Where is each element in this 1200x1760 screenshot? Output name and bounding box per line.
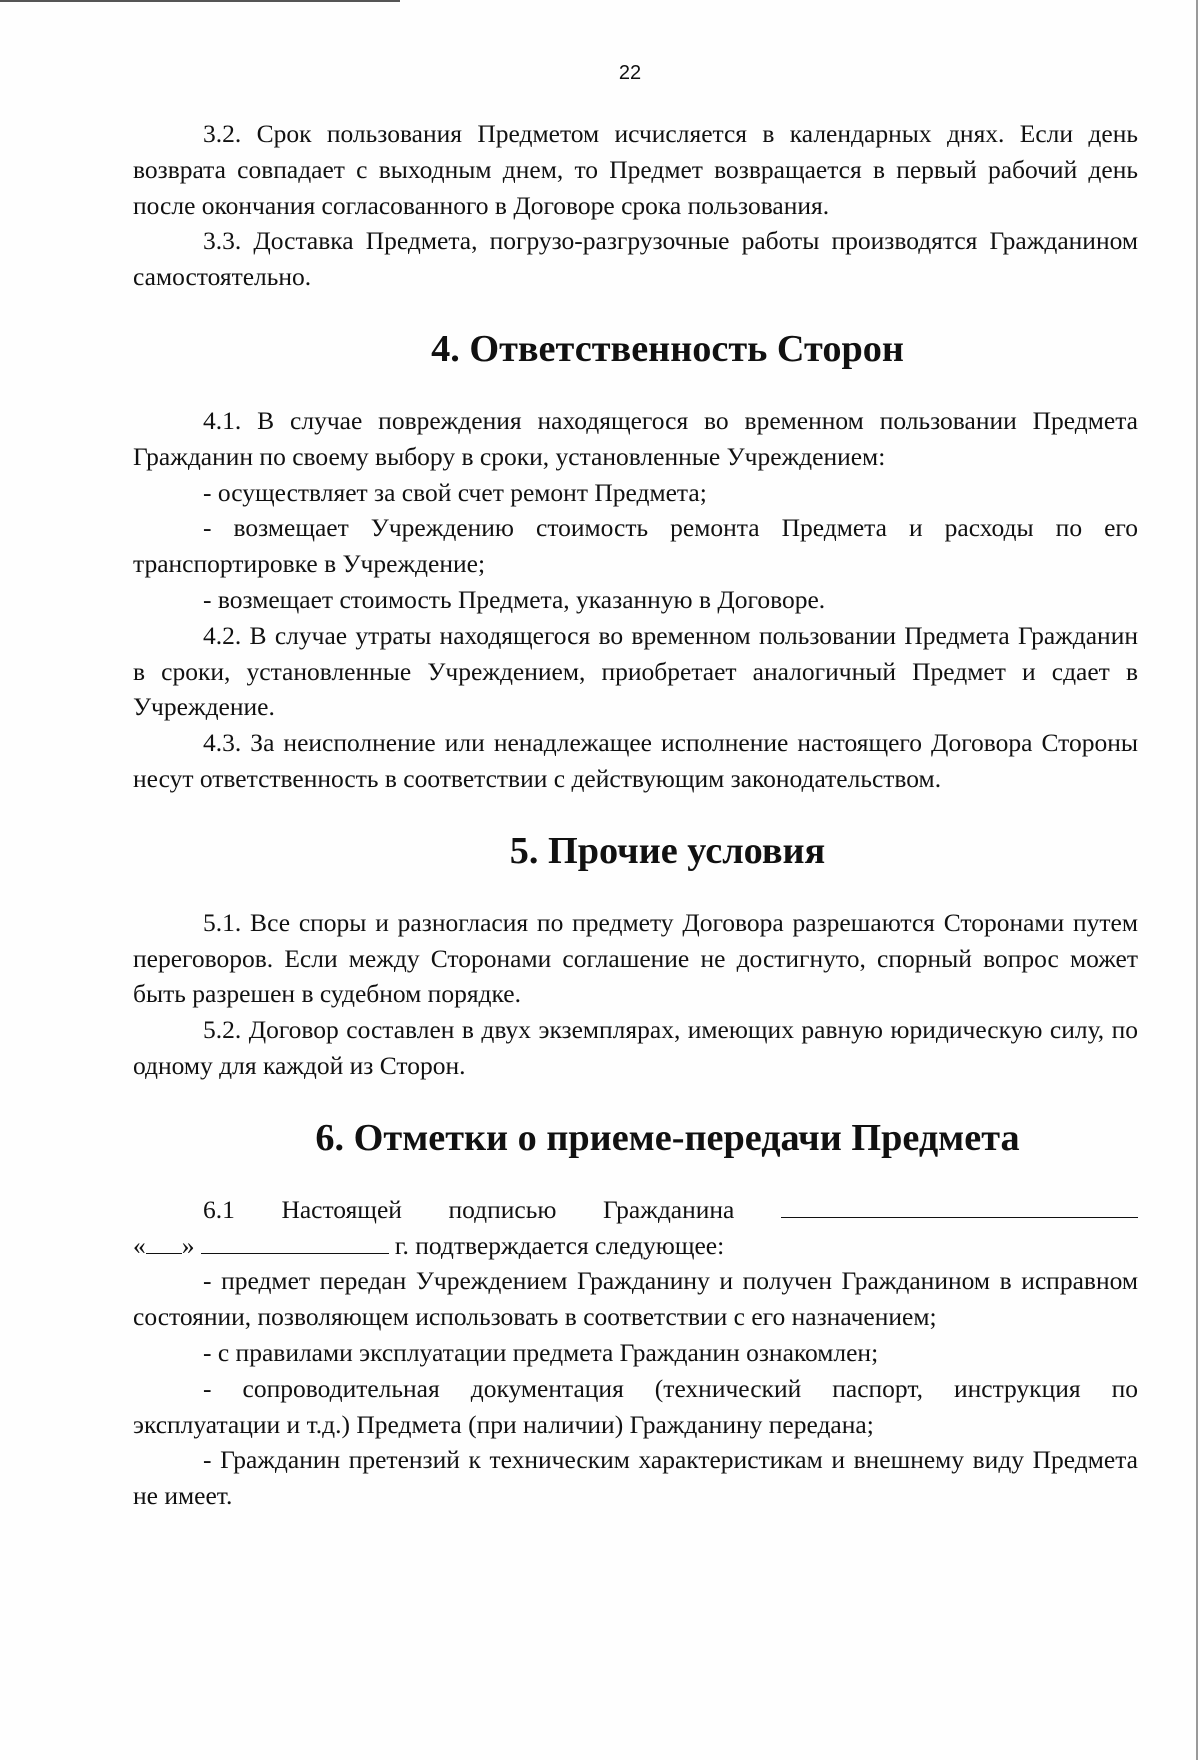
paragraph-3-2: 3.2. Срок пользования Предметом исчисляется в календарных днях. Если день возврата совпадает с выходным днем, то Предмет возвращается в первый рабочий день после окончания согласованного в Договоре срока пользования. xyxy=(133,119,1138,220)
paragraph-4-1-item-2: - возмещает Учреждению стоимость ремонта Предмета и расходы по его транспортировке в Учреждение; xyxy=(133,513,1138,579)
heading-section-6: 6. Отметки о приеме-передачи Предмета xyxy=(315,1116,1020,1159)
month-year-blank xyxy=(201,1233,389,1254)
paragraph-6-1-word-2: Настоящей xyxy=(281,1194,402,1224)
paragraph-4-1-item-1: - осуществляет за свой счет ремонт Предмета; xyxy=(203,477,707,507)
paragraph-6-1-line xyxy=(133,1192,1138,1228)
paragraph-6-1-item-3: - сопроводительная документация (технический паспорт, инструкция по эксплуатации и т.д.) Предмета (при наличии) Гражданину передана; xyxy=(133,1373,1138,1439)
scan-edge-top xyxy=(0,0,400,2)
paragraph-6-1-item-1: - предмет передан Учреждением Гражданину и получен Гражданином в исправном состоянии, позволяющем использовать в соответствии с его назначением; xyxy=(133,1266,1138,1332)
paragraph-4-1-item-3: - возмещает стоимость Предмета, указанную в Договоре. xyxy=(203,584,826,614)
paragraph-6-1-number: 6.1 xyxy=(203,1194,235,1224)
paragraph-5-2: 5.2. Договор составлен в двух экземплярах, имеющих равную юридическую силу, по одному для каждой из Сторон. xyxy=(133,1015,1138,1080)
paragraph-6-1-item-4: - Гражданин претензий к техническим характеристикам и внешнему виду Предмета не имеет. xyxy=(133,1445,1138,1511)
page-number: 22 xyxy=(618,62,642,84)
date-line-tail: г. подтверждается следующее: xyxy=(394,1230,725,1260)
paragraph-4-2: 4.2. В случае утраты находящегося во временном пользовании Предмета Гражданин в сроки, установленные Учреждением, приобретает аналогичный Предмет и сдает в Учреждение. xyxy=(133,620,1138,722)
date-line xyxy=(133,1228,1138,1264)
paragraph-5-1: 5.1. Все споры и разногласия по предмету Договора разрешаются Сторонами путем переговоров. Если между Сторонами соглашение не достигнуто, спорный вопрос может быть разрешен в судебном порядке. xyxy=(133,907,1138,1009)
paragraph-6-1-word-3: подписью xyxy=(448,1194,557,1224)
scan-edge-right xyxy=(1196,0,1198,1760)
heading-section-5: 5. Прочие условия xyxy=(509,829,826,872)
day-blank xyxy=(146,1233,182,1254)
paragraph-3-3: 3.3. Доставка Предмета, погрузо-разгрузочные работы производятся Гражданином самостоятельно. xyxy=(133,226,1138,292)
paragraph-6-1-word-4: Гражданина xyxy=(603,1194,735,1224)
citizen-name-blank xyxy=(781,1195,1138,1218)
quote-close: » xyxy=(181,1230,195,1260)
paragraph-4-1: 4.1. В случае повреждения находящегося во временном пользовании Предмета Гражданин по своему выбору в сроки, установленные Учреждением: xyxy=(133,405,1138,471)
document-body xyxy=(133,116,1138,1514)
quote-open: « xyxy=(133,1230,146,1260)
paragraph-4-3: 4.3. За неисполнение или ненадлежащее исполнение настоящего Договора Стороны несут ответственность в соответствии с действующим законодательством. xyxy=(133,728,1138,793)
paragraph-6-1-item-2: - с правилами эксплуатации предмета Гражданин ознакомлен; xyxy=(203,1337,879,1367)
heading-section-4: 4. Ответственность Сторон xyxy=(431,327,904,370)
